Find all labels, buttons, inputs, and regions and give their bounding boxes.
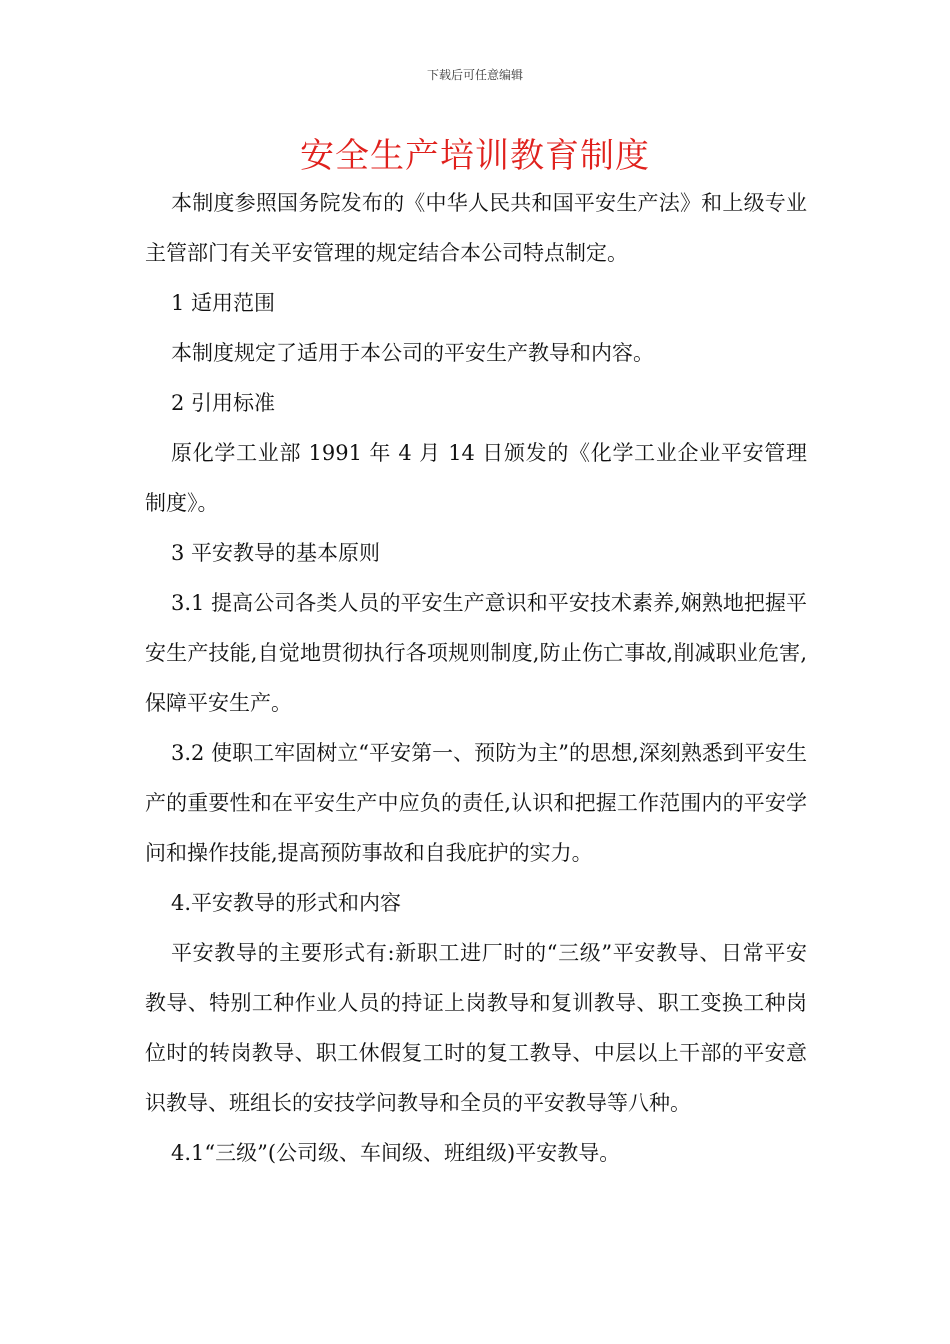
paragraph-3-2: 3.2 使职工牢固树立“平安第一、预防为主”的思想,深刻熟悉到平安生产的重要性和在平安生产中应负的责任,认识和把握工作范围内的平安学问和操作技能,提高预防事故和自我庇护的实力。 — [145, 741, 807, 865]
subsection-heading-4-1: 4.1“三级”(公司级、车间级、班组级)平安教导。 — [171, 1141, 621, 1165]
paragraph-scope: 本制度规定了适用于本公司的平安生产教导和内容。 — [171, 341, 654, 365]
paragraph-intro: 本制度参照国务院发布的《中华人民共和国平安生产法》和上级专业主管部门有关平安管理的规定结合本公司特点制定。 — [145, 191, 807, 265]
section-heading-4: 4.平安教导的形式和内容 — [171, 891, 402, 915]
paragraph-3-1: 3.1 提高公司各类人员的平安生产意识和平安技术素养,娴熟地把握平安生产技能,自觉地贯彻执行各项规则制度,防止伤亡事故,削减职业危害,保障平安生产。 — [145, 591, 807, 715]
section-heading-3: 3 平安教导的基本原则 — [171, 541, 381, 565]
document-body — [145, 178, 807, 1178]
section-heading-2: 2 引用标准 — [171, 391, 276, 415]
section-heading-1: 1 适用范围 — [171, 291, 276, 315]
document-title: 安全生产培训教育制度 — [300, 136, 650, 176]
paragraph-standard: 原化学工业部 1991 年 4 月 14 日颁发的《化学工业企业平安管理制度》。 — [145, 441, 807, 515]
header-note: 下载后可任意编辑 — [426, 68, 523, 82]
paragraph-forms: 平安教导的主要形式有:新职工进厂时的“三级”平安教导、日常平安教导、特别工种作业人员的持证上岗教导和复训教导、职工变换工种岗位时的转岗教导、职工休假复工时的复工教导、中层以上干部的平安意识教导、班组长的安技学问教导和全员的平安教导等八种。 — [145, 941, 807, 1115]
